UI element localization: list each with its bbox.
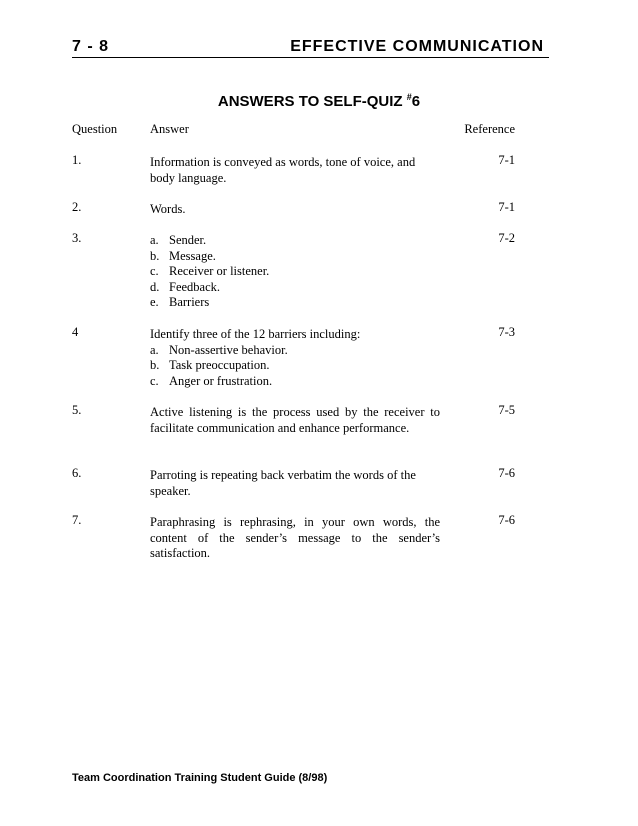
question-number: 3. <box>72 231 82 245</box>
page-number: 7 - 8 <box>72 38 110 55</box>
question-number: 1. <box>72 153 82 167</box>
list-marker: b. <box>150 248 160 263</box>
list-marker: c. <box>150 373 159 388</box>
list-item <box>150 343 440 359</box>
reference-value: 7-6 <box>498 513 515 527</box>
list-item-text: Task preoccupation. <box>169 358 270 372</box>
list-item <box>150 358 440 374</box>
question-number: 7. <box>72 513 82 527</box>
list-item-text: Message. <box>169 248 216 263</box>
reference-value: 7-6 <box>498 466 515 480</box>
list-item <box>150 264 440 280</box>
list-item-text: Receiver or listener. <box>169 264 270 278</box>
list-item-text: Feedback. <box>169 279 221 294</box>
answer-text: Paraphrasing is rephrasing, in your own words, the content of the sender’s message to the sender’s satisfaction. <box>150 515 440 560</box>
reference-value: 7-5 <box>498 403 515 417</box>
chapter-title: EFFECTIVE COMMUNICATION <box>290 38 544 55</box>
page-title <box>0 92 638 110</box>
title-text: ANSWERS TO SELF-QUIZ <box>217 93 407 110</box>
list-item <box>150 280 440 296</box>
list-marker: e. <box>150 295 159 309</box>
reference-value: 7-1 <box>498 153 515 167</box>
answer-text: Words. <box>150 202 186 216</box>
title-number-sign: # <box>406 92 412 102</box>
list-item-text: Anger or frustration. <box>169 373 273 388</box>
answer-text: Parroting is repeating back verbatim the words of the speaker. <box>150 468 416 498</box>
answer-text: Active listening is the process used by the receiver to facilitate communication and enhance performance. <box>150 405 440 435</box>
list-marker: a. <box>150 233 159 247</box>
answer-text: Information is conveyed as words, tone of voice, and body language. <box>150 155 416 185</box>
list-item-text: Barriers <box>169 295 210 309</box>
list-marker: d. <box>150 279 160 294</box>
list-marker: b. <box>150 358 160 372</box>
answer-list <box>150 327 440 389</box>
list-marker: a. <box>150 342 159 357</box>
list-item <box>150 249 440 265</box>
column-header-question: Question <box>72 122 118 136</box>
question-number: 6. <box>72 466 82 480</box>
list-marker: c. <box>150 264 159 278</box>
list-item <box>150 374 440 390</box>
title-quiz-number: 6 <box>411 93 421 110</box>
page-footer: Team Coordination Training Student Guide (8/98) <box>72 772 328 784</box>
list-item <box>150 233 440 249</box>
column-header-reference: Reference <box>464 122 515 136</box>
question-number: 2. <box>72 200 82 214</box>
reference-value: 7-3 <box>498 325 515 339</box>
reference-value: 7-1 <box>498 200 515 214</box>
reference-value: 7-2 <box>498 231 515 245</box>
answer-intro: Identify three of the 12 barriers including: <box>150 327 361 341</box>
header-rule <box>72 57 549 58</box>
column-header-answer: Answer <box>150 122 189 136</box>
question-number: 4 <box>72 325 79 339</box>
list-item-text: Non-assertive behavior. <box>169 342 288 357</box>
list-item-text: Sender. <box>169 233 207 247</box>
list-item <box>150 295 440 311</box>
question-number: 5. <box>72 403 82 417</box>
answer-list <box>150 233 440 311</box>
